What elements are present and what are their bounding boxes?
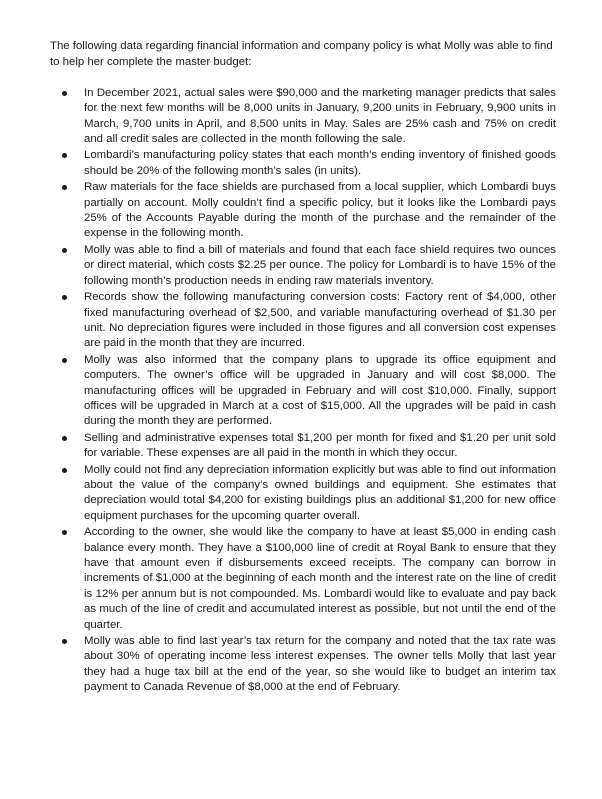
- bullet-item-bill-of-materials: [50, 243, 556, 289]
- bullet-text: Selling and administrative expenses total $1,200 per month for fixed and $1.20 per unit sold for variable. These expenses are all paid in the month in which they occur.: [84, 431, 556, 460]
- bullet-text: Molly could not find any depreciation information explicitly but was able to find out information about the value of the company’s owned buildings and equipment. She estimates that depreciation would total $4,200 for existing buildings plus an additional $1,200 for new office equipment purchases for the upcoming quarter overall.: [84, 463, 556, 522]
- bullet-icon: [62, 295, 67, 300]
- bullet-icon: [62, 153, 67, 158]
- bullet-text: Molly was able to find last year’s tax return for the company and noted that the tax rate was about 30% of operating income less interest expenses. The owner tells Molly that last year they had a huge tax bill at the end of the year, so she would like to budget an interim tax payment to Canada Revenue of $8,000 at the end of February.: [84, 635, 556, 694]
- bullet-item-depreciation: [50, 463, 556, 525]
- bullet-item-cash-balance: [50, 525, 556, 633]
- bullet-icon: [62, 436, 67, 441]
- bullet-item-office-upgrades: [50, 353, 556, 430]
- bullet-text: Records show the following manufacturing conversion costs: Factory rent of $4,000, other fixed manufacturing overhead of $2,500, and variable manufacturing overhead of $1.30 per unit. No depreciation figures were included in those figures and all conversion cost expenses are paid in the month that they are incurred.: [84, 291, 556, 350]
- bullet-item-inventory-policy: [50, 148, 556, 179]
- bullet-icon: [62, 91, 67, 96]
- bullet-icon: [62, 185, 67, 190]
- bullet-list: [50, 86, 556, 696]
- bullet-item-raw-materials: [50, 180, 556, 242]
- bullet-icon: [62, 468, 67, 473]
- bullet-text: Molly was able to find a bill of materials and found that each face shield requires two ounces or direct material, which costs $2.25 per ounce. The policy for Lombardi is to have 15% of the following month’s production needs in ending raw materials inventory.: [84, 243, 556, 287]
- bullet-item-conversion-costs: [50, 290, 556, 352]
- bullet-icon: [62, 530, 67, 535]
- bullet-text: Molly was also informed that the company plans to upgrade its office equipment and computers. The owner’s office will be upgraded in January and will cost $8,000. The manufacturing offices will be upgraded in February and will cost $10,000. Finally, support offices will be upgraded in March at a cost of $15,000. All the upgrades will be paid in cash during the month they are performed.: [84, 353, 556, 428]
- bullet-text: Lombardi’s manufacturing policy states that each month’s ending inventory of finished goods should be 20% of the following month’s sales (in units).: [84, 149, 556, 177]
- bullet-text: According to the owner, she would like the company to have at least $5,000 in ending cash balance every month. They have a $100,000 line of credit at Royal Bank to ensure that they have that amount even if disbursements exceed receipts. The company can borrow in increments of $1,000 at the beginning of each month and the interest rate on the line of credit is 12% per annum but is not compounded. Ms. Lombardi would like to evaluate and pay back as much of the line of credit and accumulated interest as possible, but not until the end of the quarter.: [84, 526, 556, 631]
- bullet-icon: [62, 358, 67, 363]
- document-page: [50, 38, 556, 697]
- bullet-text: In December 2021, actual sales were $90,000 and the marketing manager predicts that sales for the next few months will be 8,000 units in January, 9,200 units in February, 9,900 units in March, 9,700 units in April, and 8,500 units in May. Sales are 25% cash and 75% on credit and all credit sales are collected in the month following the sale.: [84, 86, 556, 146]
- bullet-icon: [62, 248, 67, 253]
- intro-paragraph: The following data regarding financial information and company policy is what Molly was able to find to help her complete the master budget:: [50, 40, 553, 69]
- bullet-icon: [62, 639, 67, 644]
- bullet-item-sales: [50, 86, 556, 148]
- bullet-item-selling-admin: [50, 431, 556, 462]
- bullet-item-tax: [50, 634, 556, 696]
- bullet-text: Raw materials for the face shields are purchased from a local supplier, which Lombardi buys partially on account. Molly couldn’t find a specific policy, but it looks like the Lombardi pays 25% of the Accounts Payable during the month of the purchase and the remainder of the expense in the following month.: [84, 181, 556, 240]
